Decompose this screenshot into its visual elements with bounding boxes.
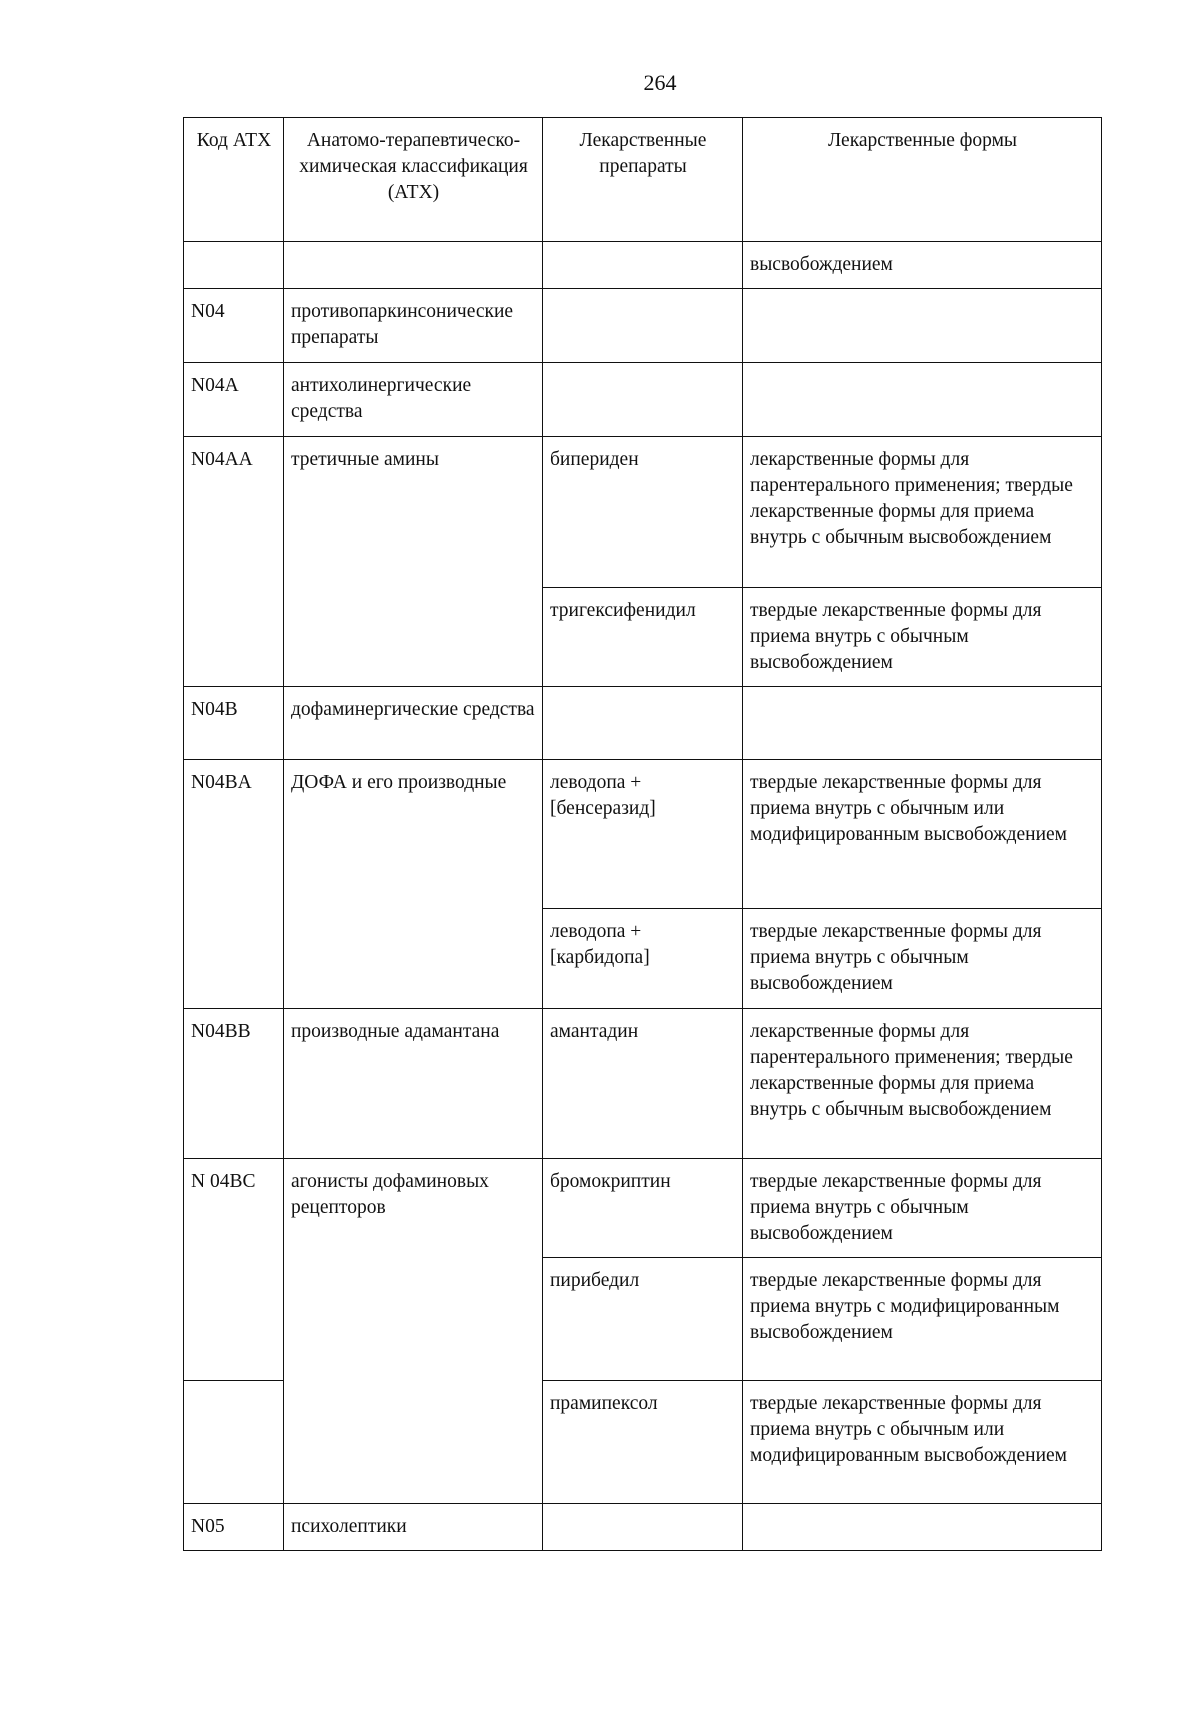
cell-classification: дофаминергические средства	[284, 687, 543, 760]
header-classification: Анатомо-терапевтическо-химическая классификация (АТХ)	[284, 118, 543, 242]
cell-code: N04AA	[184, 437, 284, 687]
cell-drug: прамипексол	[543, 1381, 743, 1504]
header-forms: Лекарственные формы	[743, 118, 1102, 242]
table-row	[184, 760, 1102, 909]
cell-forms: твердые лекарственные формы для приема внутрь с обычным высвобождением	[743, 588, 1102, 687]
cell-code: N05	[184, 1504, 284, 1551]
cell-forms: твердые лекарственные формы для приема внутрь с обычным или модифицированным высвобождением	[743, 760, 1102, 909]
cell-forms: высвобождением	[743, 242, 1102, 289]
cell-drug: бипериден	[543, 437, 743, 588]
cell-classification: психолептики	[284, 1504, 543, 1551]
cell-code: N04B	[184, 687, 284, 760]
table-row	[184, 1009, 1102, 1159]
cell-classification: третичные амины	[284, 437, 543, 687]
table-row	[184, 289, 1102, 363]
cell-code: N04BB	[184, 1009, 284, 1159]
cell-drug: бромокриптин	[543, 1159, 743, 1258]
table-row	[184, 1159, 1102, 1258]
cell-forms	[743, 363, 1102, 437]
cell-drug: тригексифенидил	[543, 588, 743, 687]
table-row	[184, 687, 1102, 760]
cell-drug	[543, 242, 743, 289]
cell-code: N04A	[184, 363, 284, 437]
table-row	[184, 437, 1102, 588]
cell-drug	[543, 687, 743, 760]
cell-drug	[543, 363, 743, 437]
cell-classification: ДОФА и его производные	[284, 760, 543, 1009]
cell-forms	[743, 1504, 1102, 1551]
cell-drug	[543, 289, 743, 363]
cell-classification: противопаркинсонические препараты	[284, 289, 543, 363]
table-row	[184, 1504, 1102, 1551]
cell-forms: лекарственные формы для парентерального применения; твердые лекарственные формы для приема внутрь с обычным высвобождением	[743, 437, 1102, 588]
cell-drug: леводопа + [карбидопа]	[543, 909, 743, 1009]
cell-drug: леводопа + [бенсеразид]	[543, 760, 743, 909]
cell-classification	[284, 242, 543, 289]
cell-forms: твердые лекарственные формы для приема внутрь с обычным или модифицированным высвобождением	[743, 1381, 1102, 1504]
cell-forms	[743, 687, 1102, 760]
cell-code: N04BA	[184, 760, 284, 1009]
cell-code: N 04BC	[184, 1159, 284, 1381]
cell-forms: твердые лекарственные формы для приема внутрь с обычным высвобождением	[743, 909, 1102, 1009]
cell-code: N04	[184, 289, 284, 363]
cell-drug	[543, 1504, 743, 1551]
cell-forms: твердые лекарственные формы для приема внутрь с модифицированным высвобождением	[743, 1258, 1102, 1381]
cell-classification: производные адамантана	[284, 1009, 543, 1159]
table-row	[184, 242, 1102, 289]
cell-forms: твердые лекарственные формы для приема внутрь с обычным высвобождением	[743, 1159, 1102, 1258]
cell-classification: антихолинергические средства	[284, 363, 543, 437]
cell-code	[184, 1381, 284, 1504]
header-drugs: Лекарственные препараты	[543, 118, 743, 242]
table-row	[184, 363, 1102, 437]
cell-drug: пирибедил	[543, 1258, 743, 1381]
table-header-row	[184, 118, 1102, 242]
atx-table	[183, 117, 1102, 1551]
cell-classification: агонисты дофаминовых рецепторов	[284, 1159, 543, 1504]
cell-code	[184, 242, 284, 289]
cell-forms: лекарственные формы для парентерального применения; твердые лекарственные формы для приема внутрь с обычным высвобождением	[743, 1009, 1102, 1159]
cell-drug: амантадин	[543, 1009, 743, 1159]
page-number: 264	[643, 70, 677, 95]
cell-forms	[743, 289, 1102, 363]
header-code: Код АТХ	[184, 118, 284, 242]
